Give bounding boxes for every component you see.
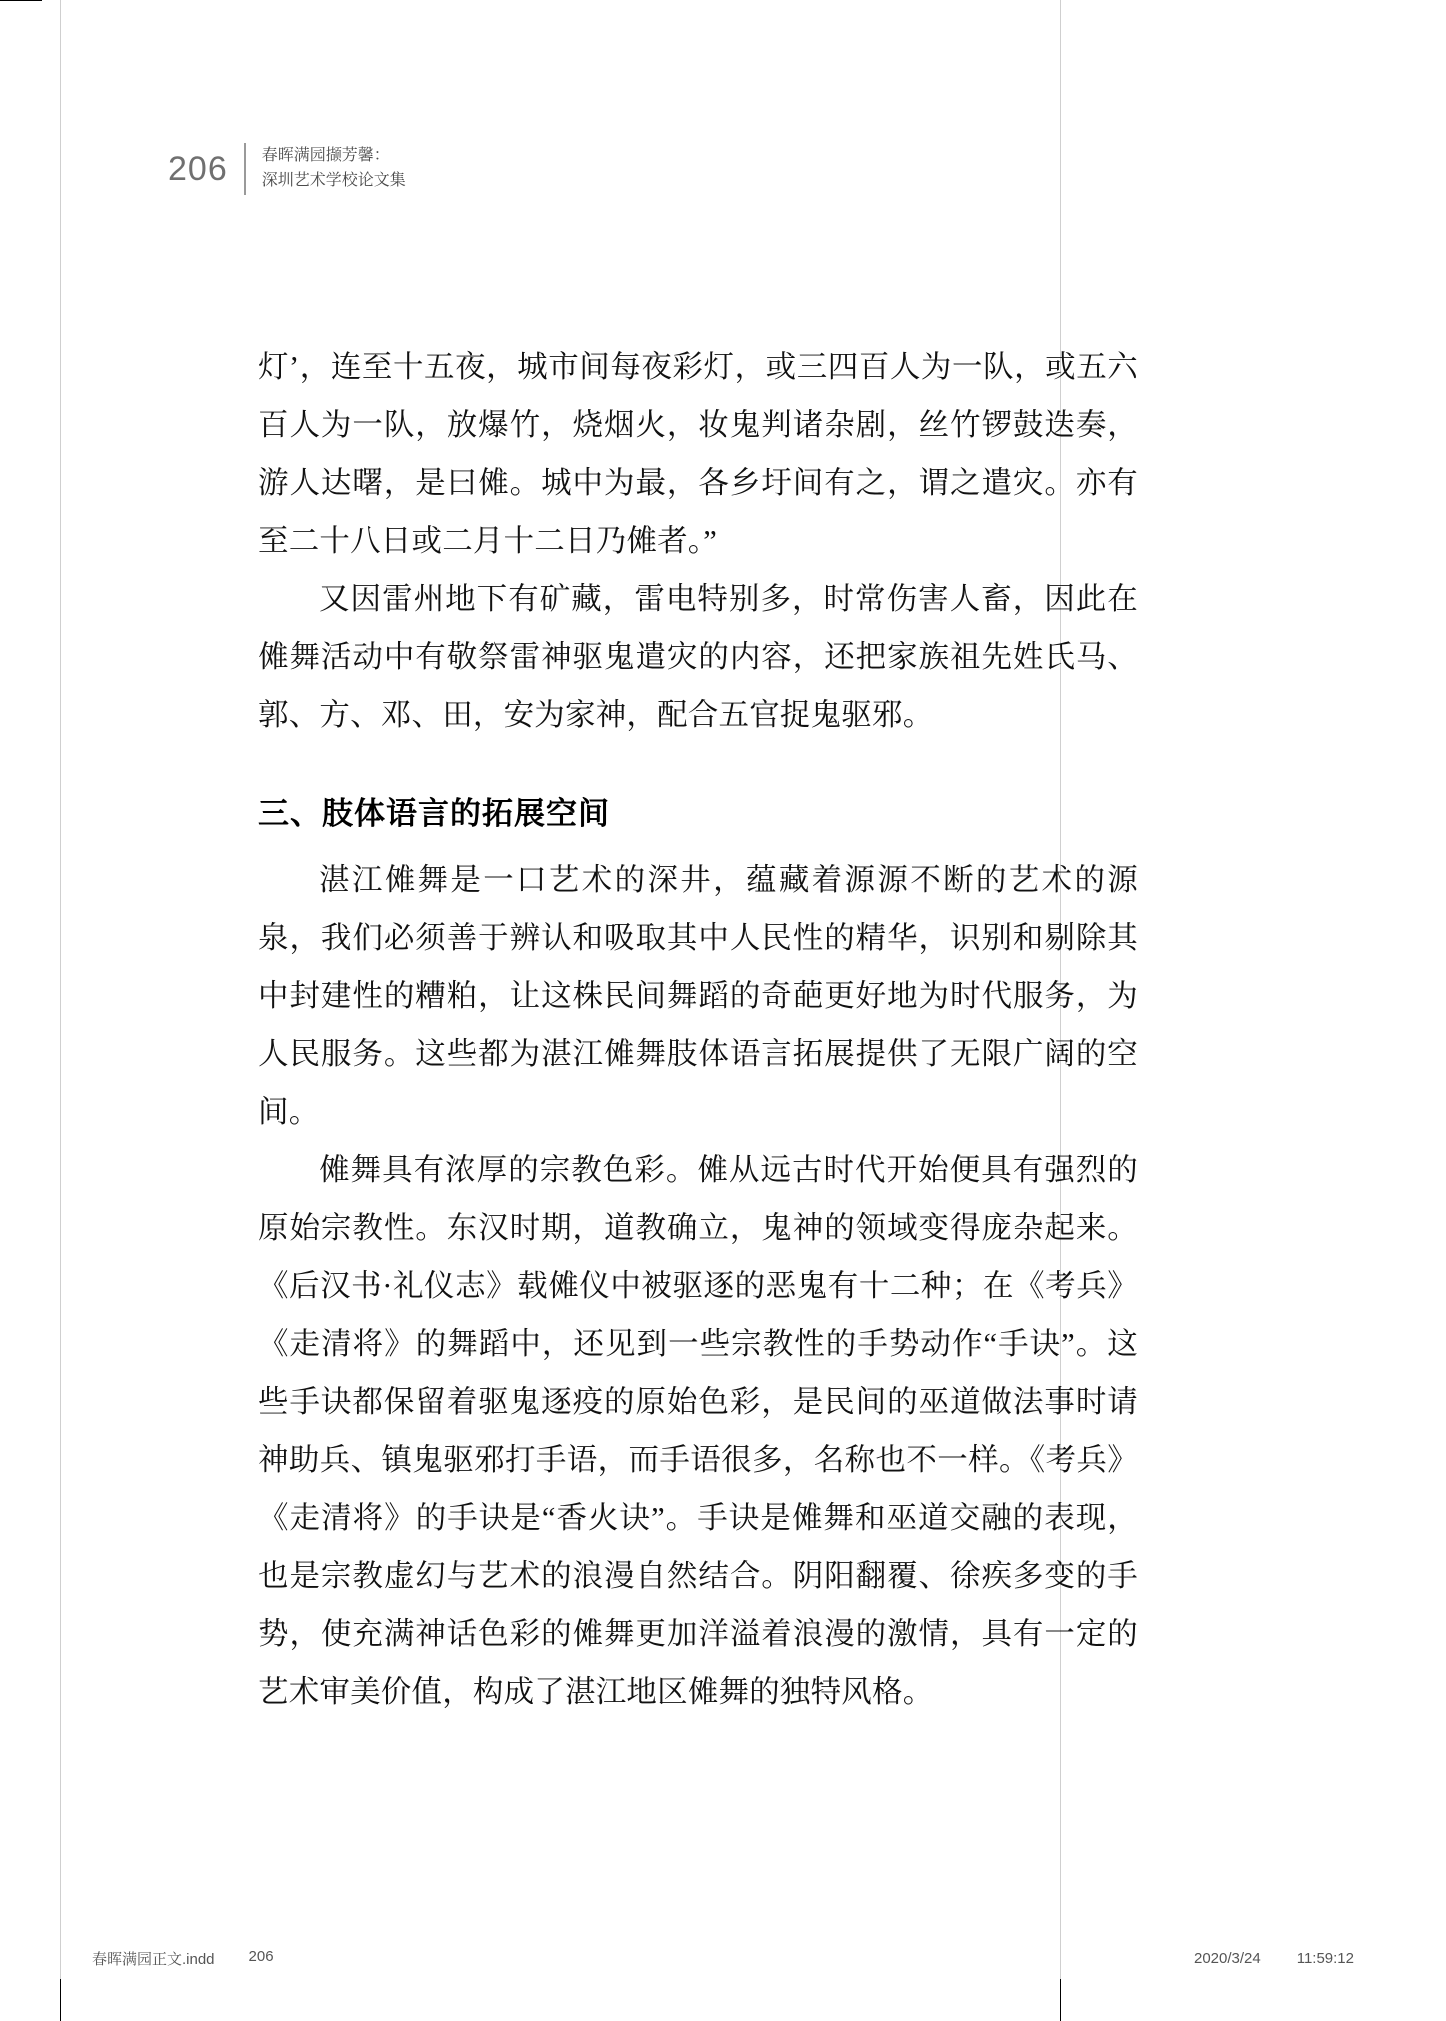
crop-mark-bottom-left	[60, 1979, 61, 2021]
body-text	[258, 338, 1138, 1721]
crop-mark-left-top	[0, 0, 42, 1]
footer-slug	[92, 1948, 1354, 1969]
section-heading: 三、肢体语言的拓展空间	[258, 796, 610, 831]
footer-date: 2020/3/24	[1193, 1950, 1261, 1967]
footer-filename: 春晖满园正文.indd	[92, 1951, 215, 1968]
running-head-divider	[244, 143, 246, 195]
footer-time: 11:59:12	[1296, 1950, 1354, 1967]
footer-page-number: 206	[248, 1948, 274, 1965]
paragraph: 傩舞具有浓厚的宗教色彩。傩从远古时代开始便具有强烈的原始宗教性。东汉时期，道教确立，鬼神的领域变得庞杂起来。《后汉书·礼仪志》载傩仪中被驱逐的恶鬼有十二种；在《考兵》《走清将》的舞蹈中，还见到一些宗教性的手势动作“手诀”。这些手诀都保留着驱鬼逐疫的原始色彩，是民间的巫道做法事时请神助兵、镇鬼驱邪打手语，而手语很多，名称也不一样。《考兵》《走清将》的手诀是“香火诀”。手诀是傩舞和巫道交融的表现，也是宗教虚幻与艺术的浪漫自然结合。阴阳翻覆、徐疾多变的手势，使充满神话色彩的傩舞更加洋溢着浪漫的激情，具有一定的艺术审美价值，构成了湛江地区傩舞的独特风格。	[258, 1153, 1138, 1709]
running-head-title-line2: 深圳艺术学校论文集	[261, 172, 406, 189]
paragraph: 又因雷州地下有矿藏，雷电特别多，时常伤害人畜，因此在傩舞活动中有敬祭雷神驱鬼遣灾的内容，还把家族祖先姓氏马、郭、方、邓、田，安为家神，配合五官捉鬼驱邪。	[258, 582, 1138, 732]
paragraph: 灯’，连至十五夜，城市间每夜彩灯，或三四百人为一队，或五六百人为一队，放爆竹，烧烟火，妆鬼判诸杂剧，丝竹锣鼓迭奏，游人达曙，是曰傩。城中为最，各乡圩间有之，谓之遣灾。亦有至二十八日或二月十二日乃傩者。”	[258, 350, 1138, 558]
page-folio: 206	[168, 150, 228, 188]
running-head-title-line1: 春晖满园撷芳馨：	[261, 147, 390, 165]
trim-rule-left	[60, 0, 61, 2021]
running-head	[168, 138, 406, 200]
running-head-title	[262, 144, 406, 194]
crop-mark-bottom-right	[1060, 1979, 1061, 2021]
footer-right	[1194, 1950, 1354, 1967]
paragraph: 湛江傩舞是一口艺术的深井，蕴藏着源源不断的艺术的源泉，我们必须善于辨认和吸取其中人民性的精华，识别和剔除其中封建性的糟粕，让这株民间舞蹈的奇葩更好地为时代服务，为人民服务。这些都为湛江傩舞肢体语言拓展提供了无限广阔的空间。	[258, 863, 1138, 1129]
footer-left	[92, 1948, 274, 1969]
